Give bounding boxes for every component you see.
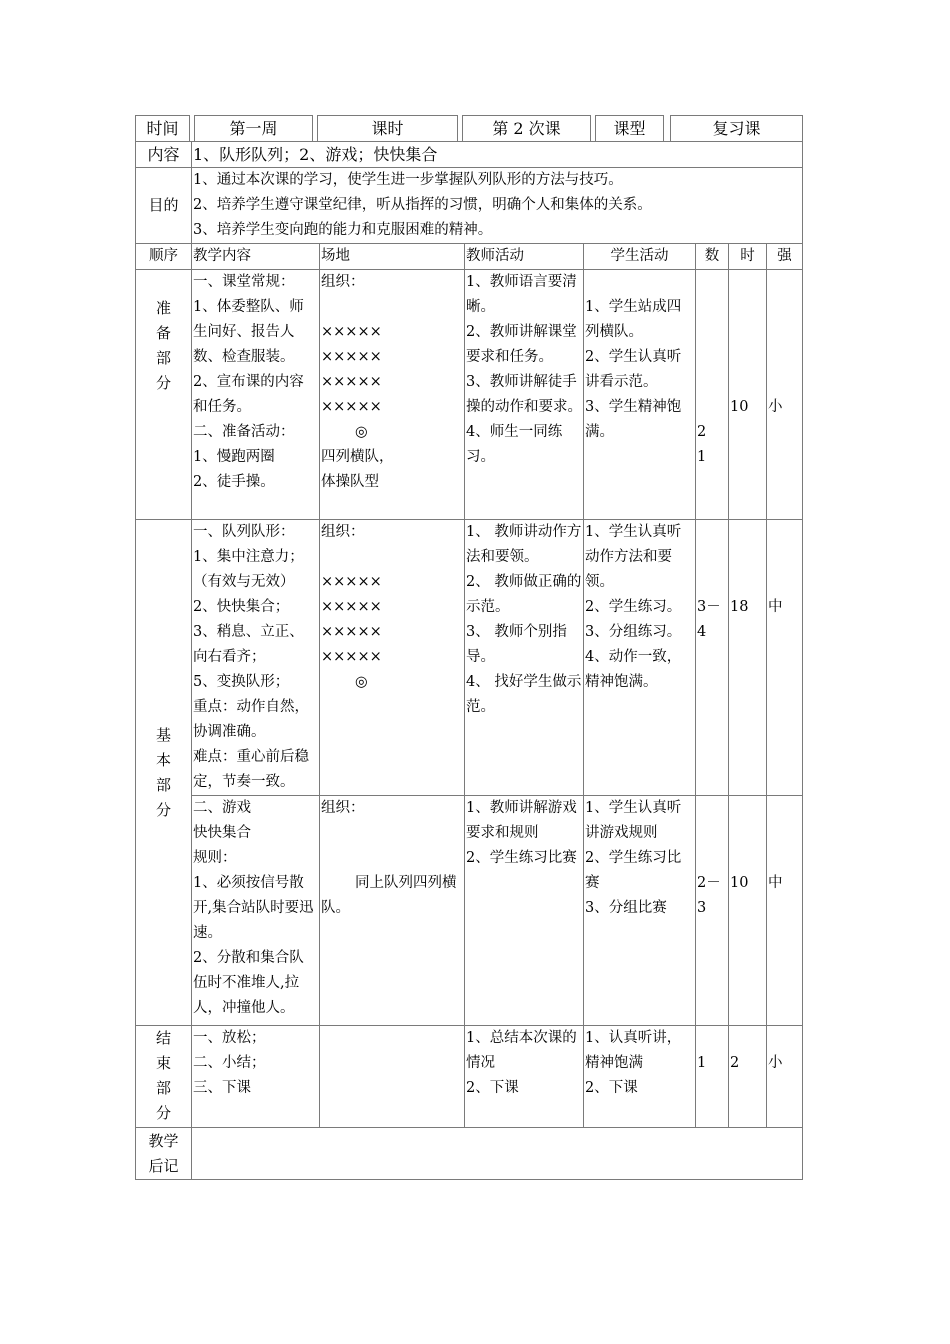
week-value: 第一周 bbox=[195, 116, 313, 142]
prep-count: 2 1 bbox=[696, 270, 729, 520]
col-time: 时 bbox=[729, 244, 767, 270]
col-intensity: 强 bbox=[767, 244, 803, 270]
prep-student: 1、学生站成四列横队。 2、学生认真听讲看示范。 3、学生精神饱满。 bbox=[584, 270, 696, 520]
time-label: 时间 bbox=[136, 116, 190, 142]
teacher-position-mark: ◎ bbox=[355, 674, 368, 690]
goals-list bbox=[192, 168, 803, 244]
basic-teaching-1: 一、队列队形： 1、集中注意力； （有效与无效） 2、快快集合； 3、稍息、立正、向右看齐； 5、变换队形； 重点：动作自然，协调准确。 难点：重心前后稳定，节奏一致。 bbox=[192, 520, 320, 796]
basic-venue-1: 组织： ××××× ××××× ××××× ××××× ◎ bbox=[320, 520, 465, 796]
type-value: 复习课 bbox=[671, 116, 803, 142]
lesson-number: 第 2 次课 bbox=[463, 116, 591, 142]
lesson-plan-sheet bbox=[135, 115, 802, 1180]
basic-time-2: 10 bbox=[729, 796, 767, 1026]
formation-row: ××××× bbox=[321, 374, 382, 390]
formation-row: ××××× bbox=[321, 599, 382, 615]
ending-venue bbox=[320, 1026, 465, 1128]
teacher-position-mark: ◎ bbox=[355, 424, 368, 440]
prep-venue: 组织： ××××× ××××× ××××× ××××× ◎ 四列横队， 体操队型 bbox=[320, 270, 465, 520]
notes-label: 教学 后记 bbox=[136, 1128, 192, 1180]
formation-row: ××××× bbox=[321, 399, 382, 415]
col-count: 数 bbox=[696, 244, 729, 270]
formation-row: ××××× bbox=[321, 324, 382, 340]
ending-label: 结 束 部 分 bbox=[136, 1026, 192, 1128]
goals-label: 目的 bbox=[136, 168, 192, 244]
prep-time: 10 bbox=[729, 270, 767, 520]
col-teaching: 教学内容 bbox=[192, 244, 320, 270]
header-table bbox=[135, 115, 803, 142]
basic-teacher-2: 1、教师讲解游戏要求和规则 2、学生练习比赛 bbox=[465, 796, 584, 1026]
basic-count-2: 2－3 bbox=[696, 796, 729, 1026]
col-order: 顺序 bbox=[136, 244, 192, 270]
ending-time: 2 bbox=[729, 1026, 767, 1128]
goal-line: 1、通过本次课的学习，使学生进一步掌握队列队形的方法与技巧。 bbox=[193, 172, 623, 188]
goal-line: 3、培养学生变向跑的能力和克服困难的精神。 bbox=[193, 222, 493, 238]
period-label: 课时 bbox=[318, 116, 458, 142]
content-value: 1、队形队列；2、游戏；快快集合 bbox=[192, 142, 803, 168]
col-venue: 场地 bbox=[320, 244, 465, 270]
prep-row bbox=[136, 270, 803, 520]
ending-intensity: 小 bbox=[767, 1026, 803, 1128]
basic-teaching-2: 二、游戏 快快集合 规则： 1、必须按信号散开,集合站队时要迅速。 2、分散和集合队伍时不准堆人,拉人，冲撞他人。 bbox=[192, 796, 320, 1026]
formation-row: ××××× bbox=[321, 574, 382, 590]
ending-teaching: 一、放松； 二、小结； 三、下课 bbox=[192, 1026, 320, 1128]
basic-time-1: 18 bbox=[729, 520, 767, 796]
ending-row bbox=[136, 1026, 803, 1128]
prep-intensity: 小 bbox=[767, 270, 803, 520]
prep-teacher: 1、教师语言要清晰。 2、教师讲解课堂要求和任务。 3、教师讲解徒手操的动作和要求。 4、师生一同练习。 bbox=[465, 270, 584, 520]
ending-count: 1 bbox=[696, 1026, 729, 1128]
prep-label: 准 备 部 分 bbox=[136, 270, 192, 520]
basic-student-1: 1、学生认真听动作方法和要领。 2、学生练习。 3、分组练习。 4、动作一致，精神饱满。 bbox=[584, 520, 696, 796]
ending-student: 1、认真听讲，精神饱满 2、下课 bbox=[584, 1026, 696, 1128]
lesson-table bbox=[135, 141, 803, 1180]
basic-teacher-1: 1、 教师讲动作方法和要领。 2、 教师做正确的示范。 3、 教师个别指导。 4、 找好学生做示范。 bbox=[465, 520, 584, 796]
content-label: 内容 bbox=[136, 142, 192, 168]
formation-row: ××××× bbox=[321, 624, 382, 640]
type-label: 课型 bbox=[596, 116, 664, 142]
ending-teacher: 1、总结本次课的情况 2、下课 bbox=[465, 1026, 584, 1128]
formation-row: ××××× bbox=[321, 349, 382, 365]
col-student: 学生活动 bbox=[584, 244, 696, 270]
notes-row bbox=[136, 1128, 803, 1180]
notes-value[interactable] bbox=[192, 1128, 803, 1180]
prep-teaching: 一、课堂常规： 1、体委整队、师生问好、报告人数、检查服装。 2、宣布课的内容和任务。 二、准备活动： 1、慢跑两圈 2、徒手操。 bbox=[192, 270, 320, 520]
basic-row-2 bbox=[136, 796, 803, 1026]
basic-intensity-1: 中 bbox=[767, 520, 803, 796]
formation-row: ××××× bbox=[321, 649, 382, 665]
basic-label: 基 本 部 分 bbox=[136, 520, 192, 1026]
basic-venue-2: 组织： 同上队列四列横队。 bbox=[320, 796, 465, 1026]
basic-intensity-2: 中 bbox=[767, 796, 803, 1026]
col-teacher: 教师活动 bbox=[465, 244, 584, 270]
basic-count-1: 3－4 bbox=[696, 520, 729, 796]
goal-line: 2、培养学生遵守课堂纪律，听从指挥的习惯，明确个人和集体的关系。 bbox=[193, 197, 652, 213]
basic-row-1 bbox=[136, 520, 803, 796]
basic-student-2: 1、学生认真听讲游戏规则 2、学生练习比赛 3、分组比赛 bbox=[584, 796, 696, 1026]
